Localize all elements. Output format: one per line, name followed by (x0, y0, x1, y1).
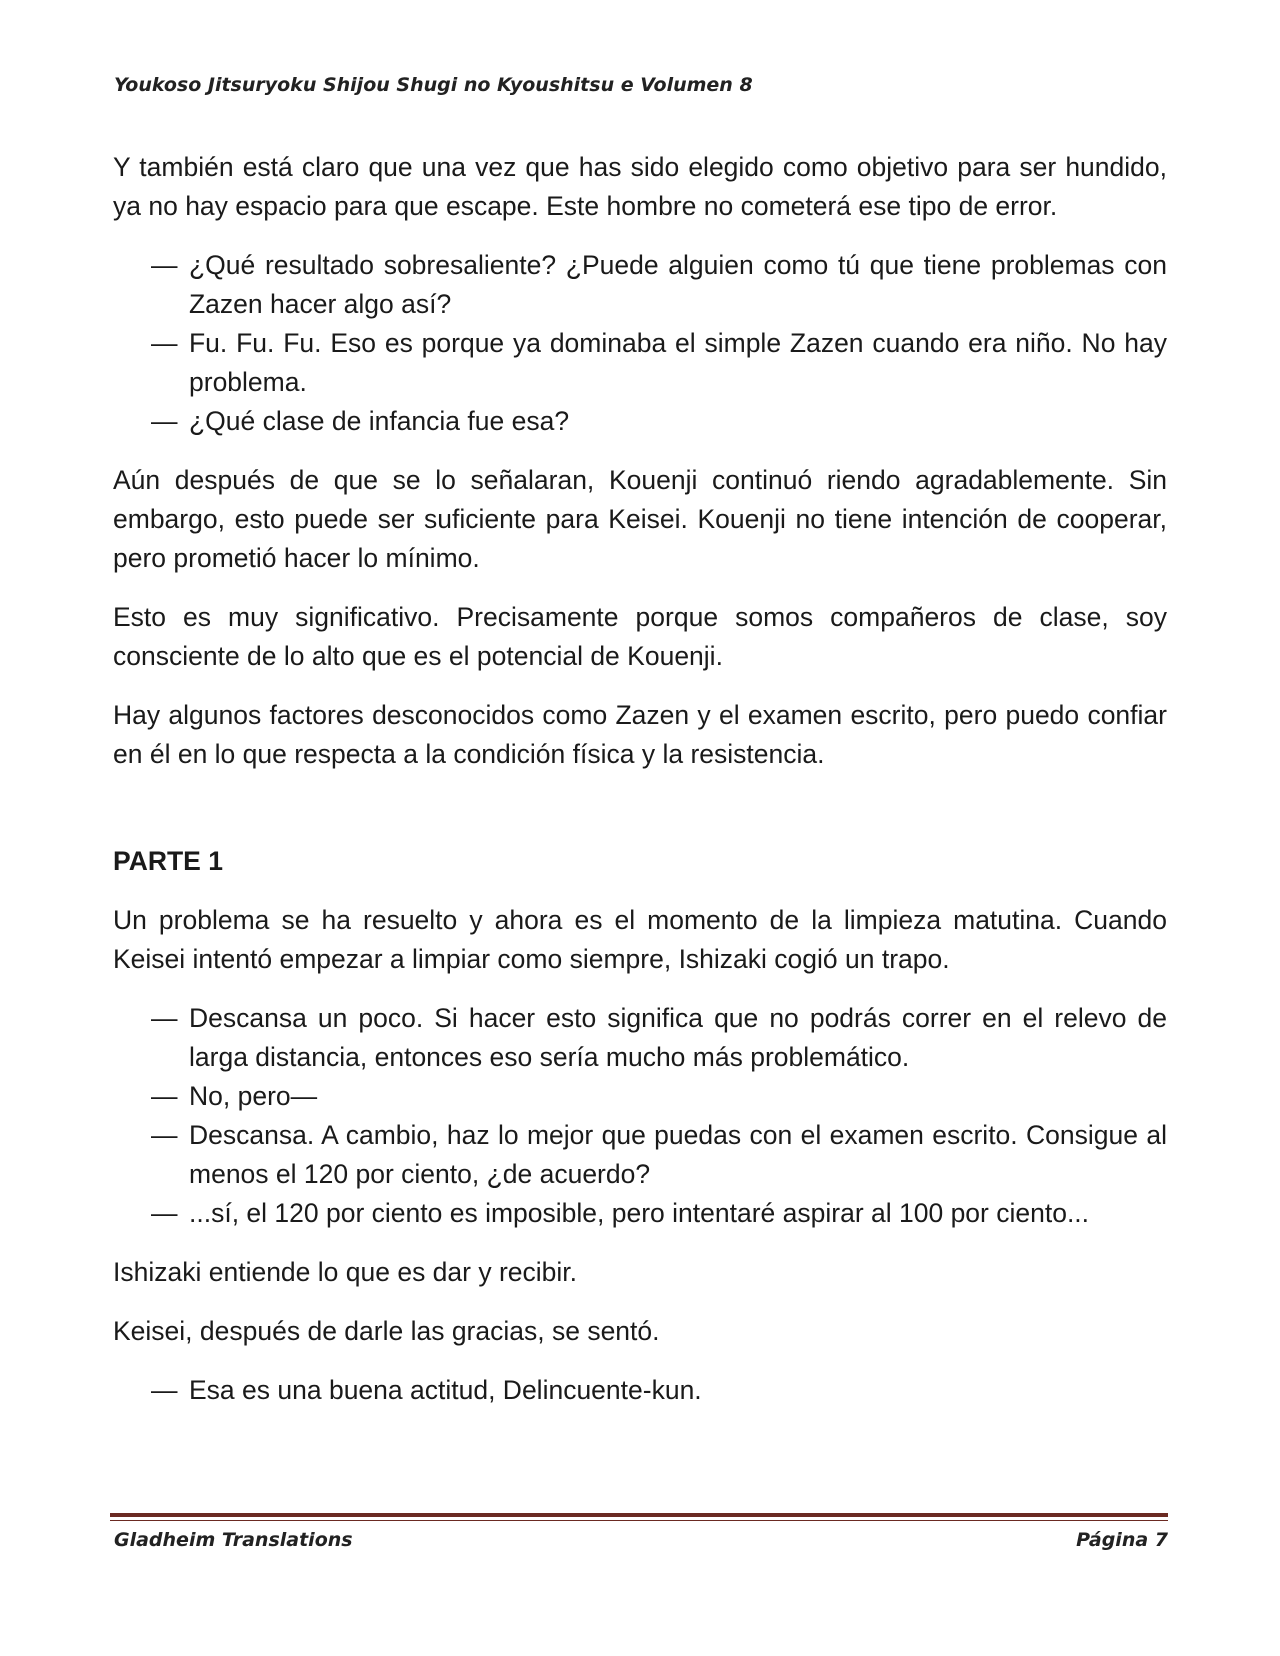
dialogue-text: No, pero— (189, 1081, 318, 1111)
dialogue-text: Descansa un poco. Si hacer esto significa que no podrás correr en el relevo de larga distancia, entonces eso sería mucho más problemático. (189, 1003, 1167, 1072)
dialogue-line (113, 324, 1167, 402)
paragraph: Keisei, después de darle las gracias, se sentó. (113, 1316, 660, 1346)
dialogue-line (113, 246, 1167, 324)
section-heading: PARTE 1 (113, 846, 223, 876)
footer-rule (110, 1513, 1168, 1517)
dialogue-dash: — (151, 328, 178, 358)
paragraph: Hay algunos factores desconocidos como Zazen y el examen escrito, pero puedo confiar en él en lo que respecta a la condición física y la resistencia. (113, 700, 1167, 769)
dialogue-dash: — (151, 1120, 178, 1150)
footer-rule-thin (110, 1520, 1168, 1521)
paragraph: Aún después de que se lo señalaran, Kouenji continuó riendo agradablemente. Sin embargo, esto puede ser suficiente para Keisei. Kouenji no tiene intención de cooperar, pero prometió hacer lo mínimo. (113, 465, 1167, 573)
dialogue-text: ¿Qué resultado sobresaliente? ¿Puede alguien como tú que tiene problemas con Zazen hacer algo así? (189, 250, 1167, 319)
dialogue-text: Descansa. A cambio, haz lo mejor que puedas con el examen escrito. Consigue al menos el 120 por ciento, ¿de acuerdo? (189, 1120, 1167, 1189)
paragraph: Un problema se ha resuelto y ahora es el momento de la limpieza matutina. Cuando Keisei intentó empezar a limpiar como siempre, Ishizaki cogió un trapo. (113, 905, 1167, 974)
dialogue-block (113, 999, 1167, 1233)
dialogue-dash: — (151, 1003, 178, 1033)
running-header: Youkoso Jitsuryoku Shijou Shugi no Kyoushitsu e Volumen 8 (114, 74, 753, 96)
dialogue-block (113, 1371, 1167, 1410)
paragraph: Y también está claro que una vez que has sido elegido como objetivo para ser hundido, ya no hay espacio para que escape. Este hombre no cometerá ese tipo de error. (113, 152, 1167, 221)
dialogue-dash: — (151, 250, 178, 280)
dialogue-dash: — (151, 1198, 178, 1228)
dialogue-text: Esa es una buena actitud, Delincuente-kun. (189, 1375, 702, 1405)
dialogue-text: ¿Qué clase de infancia fue esa? (189, 406, 570, 436)
dialogue-line (113, 402, 1167, 441)
dialogue-line (113, 1194, 1167, 1233)
dialogue-dash: — (151, 1081, 178, 1111)
dialogue-line (113, 1077, 1167, 1116)
page-body (113, 148, 1167, 1430)
dialogue-block (113, 246, 1167, 441)
dialogue-dash: — (151, 1375, 178, 1405)
dialogue-line (113, 1116, 1167, 1194)
dialogue-line (113, 1371, 1167, 1410)
paragraph: Ishizaki entiende lo que es dar y recibir. (113, 1257, 578, 1287)
footer-publisher: Gladheim Translations (114, 1529, 353, 1551)
paragraph: Esto es muy significativo. Precisamente porque somos compañeros de clase, soy consciente de lo alto que es el potencial de Kouenji. (113, 602, 1167, 671)
dialogue-line (113, 999, 1167, 1077)
dialogue-dash: — (151, 406, 178, 436)
dialogue-text: Fu. Fu. Fu. Eso es porque ya dominaba el simple Zazen cuando era niño. No hay problema. (189, 328, 1167, 397)
page-number: Página 7 (1076, 1529, 1168, 1551)
dialogue-text: ...sí, el 120 por ciento es imposible, pero intentaré aspirar al 100 por ciento... (189, 1198, 1090, 1228)
